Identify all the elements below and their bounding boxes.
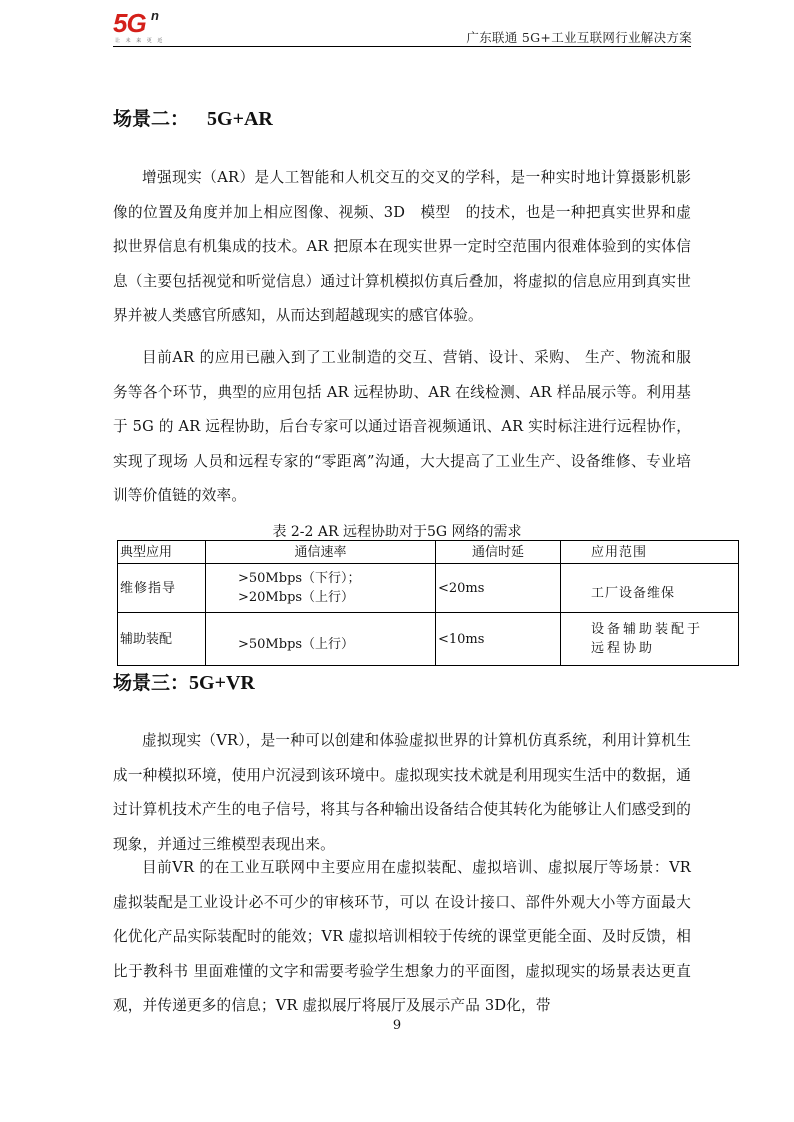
table-caption: 表 2-2 AR 远程协助对于5G 网络的需求 <box>272 524 522 540</box>
document-title: 广东联通 5G+工业互联网行业解决方案 <box>466 30 692 45</box>
logo-5g-text: 5G <box>113 8 146 38</box>
scope-line: 远程协助 <box>591 641 656 656</box>
heading-cn: 场景二： <box>113 108 190 130</box>
section-heading-ar <box>113 104 273 131</box>
logo-superscript: n <box>151 8 159 23</box>
table-row <box>118 613 739 666</box>
logo-tagline: 让 未 来 更 近 <box>115 38 165 44</box>
vr-paragraph-1: 虚拟现实（VR），是一种可以创建和体验虚拟世界的计算机仿真系统，利用计算机生成一种模拟环境，使用户沉浸到该环境中。虚拟现实技术就是利用现实生活中的数据，通过计算机技术产生的电子信号，将其与各种输出设备结合使其转化为能够让人们感受到的现象，并通过三维模型表现出来。 <box>113 732 691 853</box>
rate-line: >50Mbps（下行）； <box>238 571 361 586</box>
heading-cn: 场景三： <box>113 672 190 694</box>
ar-paragraph-1: 增强现实（AR）是人工智能和人机交互的交叉的学科，是一种实时地计算摄影机影像的位置及角度并加上相应图像、视频、3D 模型 的技术，也是一种把真实世界和虚拟世界信息有机集成的技术。AR 把原本在现实世界一定时空范围内很难体验到的实体信息（主要包括视觉和听觉信息）通过计算机模拟仿真后叠加，将虚拟的信息应用到真实世界并被人类感官所感知，从而达到超越现实的感官体验。 <box>113 169 691 324</box>
header-cell-scope: 应用范围 <box>561 541 739 564</box>
vr-paragraph-2: 目前VR 的在工业互联网中主要应用在虚拟装配、虚拟培训、虚拟展厅等场景：VR 虚拟装配是工业设计必不可少的审核环节，可以 在设计接口、部件外观大小等方面最大化优化产品实际装配时的能效；VR 虚拟培训相较于传统的课堂更能全面、及时反馈，相比于教科书 里面难懂的文字和需要考验学生想象力的平面图，虚拟现实的场景表达更直观，并传递更多的信息；VR 虚拟展厅将展厅及展示产品 3D化，带 <box>113 859 691 1014</box>
heading-latin: 5G+AR <box>207 108 273 130</box>
header-cell-app: 典型应用 <box>118 541 206 564</box>
table-row <box>118 564 739 613</box>
rate-line: >20Mbps（上行） <box>238 590 355 605</box>
page-number: 9 <box>392 1018 402 1033</box>
cell-app: 辅助装配 <box>118 613 206 666</box>
cell-rate <box>206 564 436 613</box>
ar-requirements-table <box>117 540 739 666</box>
heading-latin: 5G+VR <box>189 672 255 694</box>
table-header-row <box>118 541 739 564</box>
header-divider <box>113 46 691 47</box>
brand-logo <box>113 8 193 44</box>
header-cell-rate: 通信速率 <box>206 541 436 564</box>
cell-rate: >50Mbps（上行） <box>206 613 436 666</box>
section-heading-vr <box>113 668 255 695</box>
cell-scope <box>561 613 739 666</box>
cell-app: 维修指导 <box>118 564 206 613</box>
cell-scope: 工厂设备维保 <box>561 564 739 613</box>
cell-latency: <20ms <box>436 564 561 613</box>
cell-latency: <10ms <box>436 613 561 666</box>
ar-paragraph-2: 目前AR 的应用已融入到了工业制造的交互、营销、设计、采购、 生产、物流和服务等各个环节，典型的应用包括 AR 远程协助、AR 在线检测、AR 样品展示等。利用基于 5G 的 AR 远程协助，后台专家可以通过语音视频通讯、AR 实时标注进行远程协作，实现了现场 人员和远程专家的“零距离”沟通，大大提高了工业生产、设备维修、专业培训等价值链的效率。 <box>113 349 691 504</box>
header-cell-latency: 通信时延 <box>436 541 561 564</box>
scope-line: 设备辅助装配于 <box>591 622 704 637</box>
